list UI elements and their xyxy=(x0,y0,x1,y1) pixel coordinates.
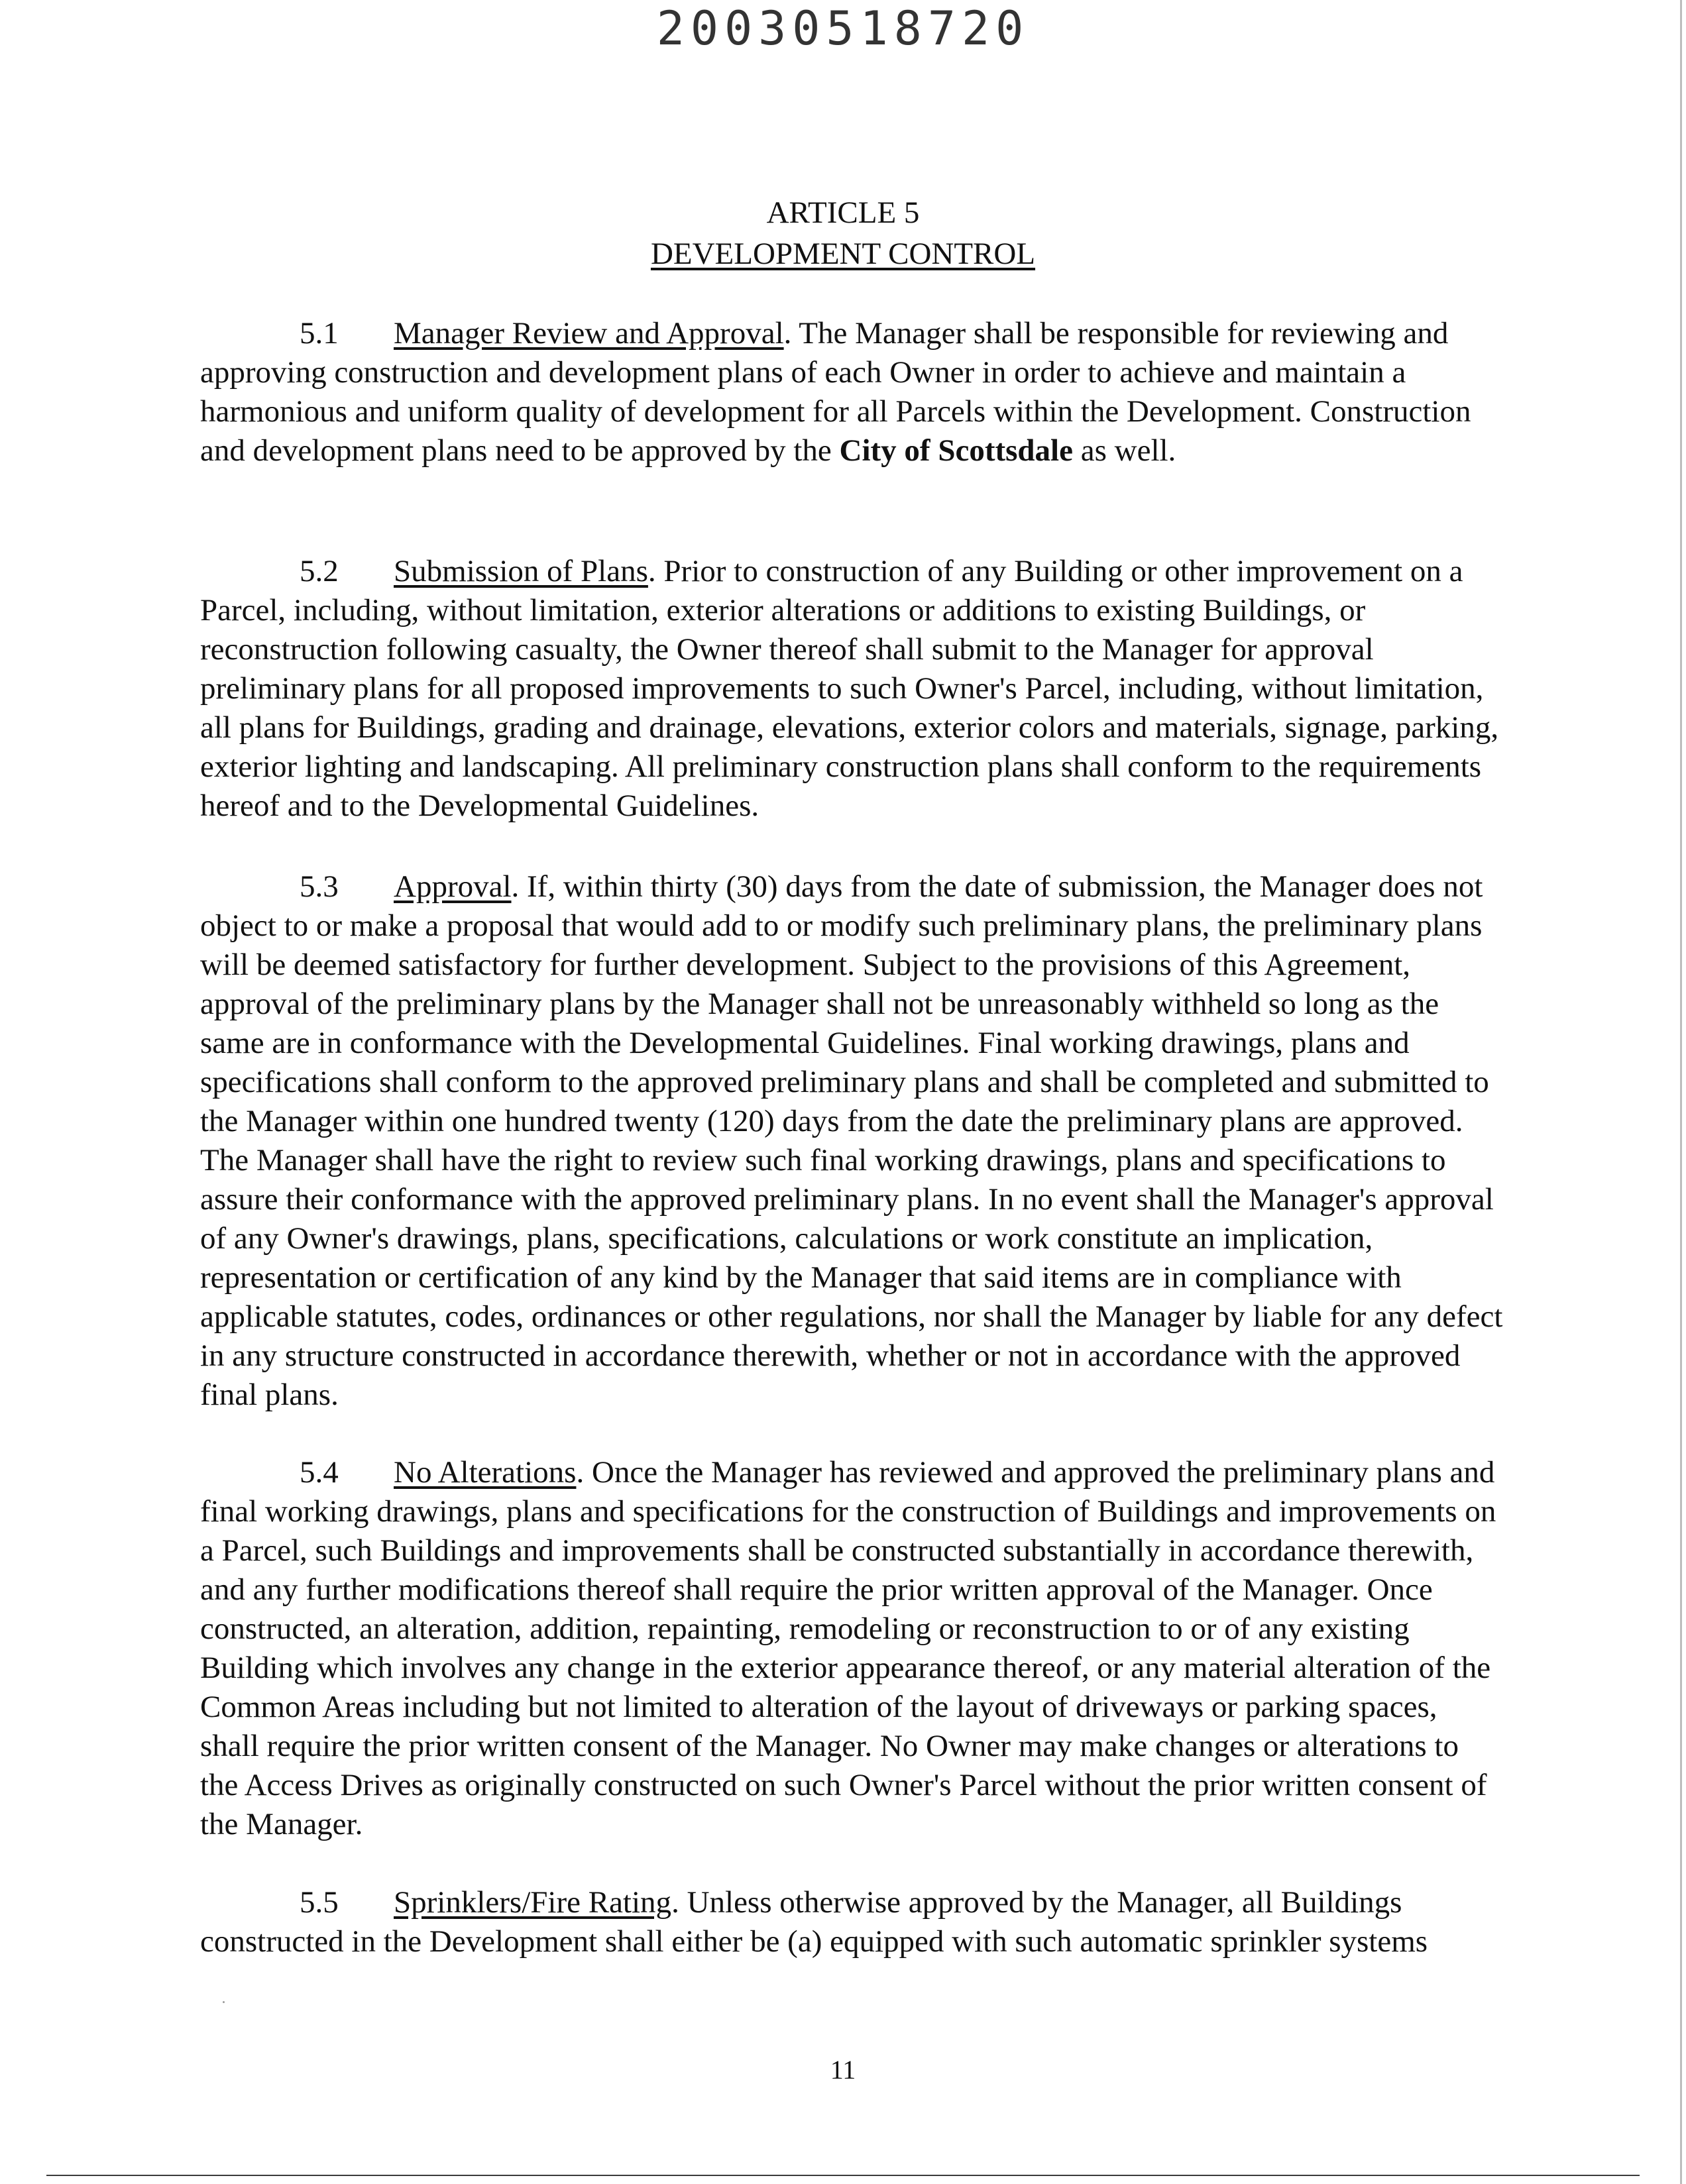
article-number: ARTICLE 5 xyxy=(766,195,920,230)
page-edge xyxy=(1680,0,1682,2184)
section-title: Submission of Plans xyxy=(394,554,648,588)
section-text: . The Manager shall be responsible for reviewing and approving construction and development plans of each Owner in order to achieve and maintain a harmonious and uniform quality of development for all Parcels within the Development. Construction and development plans need to be approved by the xyxy=(200,316,1471,468)
article-title: DEVELOPMENT CONTROL xyxy=(650,237,1036,271)
section-title: Sprinklers/Fire Rating xyxy=(394,1885,672,1920)
section-text: . If, within thirty (30) days from the date of submission, the Manager does not object to or make a proposal that would add to or modify such preliminary plans, the preliminary plans will be deemed satisfactory for further development. Subject to the provisions of this Agreement, approval of the preliminary plans by the Manager shall not be unreasonably withheld so long as the same are in conformance with the Developmental Guidelines. Final working drawings, plans and specifications shall conform to the approved preliminary plans and shall be completed and submitted to the Manager within one hundred twenty (120) days from the date the preliminary plans are approved. The Manager shall have the right to review such final working drawings, plans and specifications to assure their conformance with the approved preliminary plans. In no event shall the Manager's approval of any Owner's drawings, plans, specifications, calculations or work constitute an implication, representation or certification of any kind by the Manager that said items are in compliance with applicable statutes, codes, ordinances or other regulations, nor shall the Manager by liable for any defect in any structure constructed in accordance therewith, whether or not in accordance with the approved final plans. xyxy=(200,869,1503,1412)
bottom-rule xyxy=(46,2175,1640,2176)
page-number: 11 xyxy=(830,2055,856,2085)
section-number: 5.1 xyxy=(300,316,339,351)
section-number: 5.3 xyxy=(300,869,339,904)
section-text: . Unless otherwise approved by the Manager, all Buildings constructed in the Development shall either be (a) equipped with such automatic sprinkler systems xyxy=(200,1885,1428,1959)
section-title: Manager Review and Approval xyxy=(394,316,784,351)
section-paragraph xyxy=(200,314,1503,470)
section-bold-text: City of Scottsdale xyxy=(839,433,1073,468)
section-paragraph xyxy=(200,552,1503,826)
section-5-3 xyxy=(200,867,1503,1415)
section-text: . Prior to construction of any Building or other improvement on a Parcel, including, without limitation, exterior alterations or additions to existing Buildings, or reconstruction following casualty, the Owner thereof shall submit to the Manager for approval preliminary plans for all proposed improvements to such Owner's Parcel, including, without limitation, all plans for Buildings, grading and drainage, elevations, exterior colors and materials, signage, parking, exterior lighting and landscaping. All preliminary construction plans shall conform to the requirements hereof and to the Developmental Guidelines. xyxy=(200,554,1499,823)
section-5-4 xyxy=(200,1453,1503,1844)
document-number: 20030518720 xyxy=(656,1,1030,56)
section-5-1 xyxy=(200,314,1503,470)
section-number: 5.2 xyxy=(300,554,339,588)
section-paragraph xyxy=(200,1453,1503,1844)
section-paragraph xyxy=(200,1883,1503,1961)
section-5-5 xyxy=(200,1883,1503,1961)
section-5-2 xyxy=(200,552,1503,826)
section-title: Approval xyxy=(394,869,512,904)
section-title: No Alterations xyxy=(394,1455,577,1490)
section-paragraph xyxy=(200,867,1503,1415)
section-text: . Once the Manager has reviewed and approved the preliminary plans and final working drawings, plans and specifications for the construction of Buildings and improvements on a Parcel, such Buildings and improvements shall be constructed substantially in accordance therewith, and any further modifications thereof shall require the prior written approval of the Manager. Once constructed, an alteration, addition, repainting, remodeling or reconstruction to or of any existing Building which involves any change in the exterior appearance thereof, or any material alteration of the Common Areas including but not limited to alteration of the layout of driveways or parking spaces, shall require the prior written consent of the Manager. No Owner may make changes or alterations to the Access Drives as originally constructed on such Owner's Parcel without the prior written consent of the Manager. xyxy=(200,1455,1496,1841)
section-number: 5.4 xyxy=(300,1455,339,1490)
scan-speck xyxy=(223,2001,225,2003)
section-number: 5.5 xyxy=(300,1885,339,1920)
section-text-end: as well. xyxy=(1072,433,1176,468)
